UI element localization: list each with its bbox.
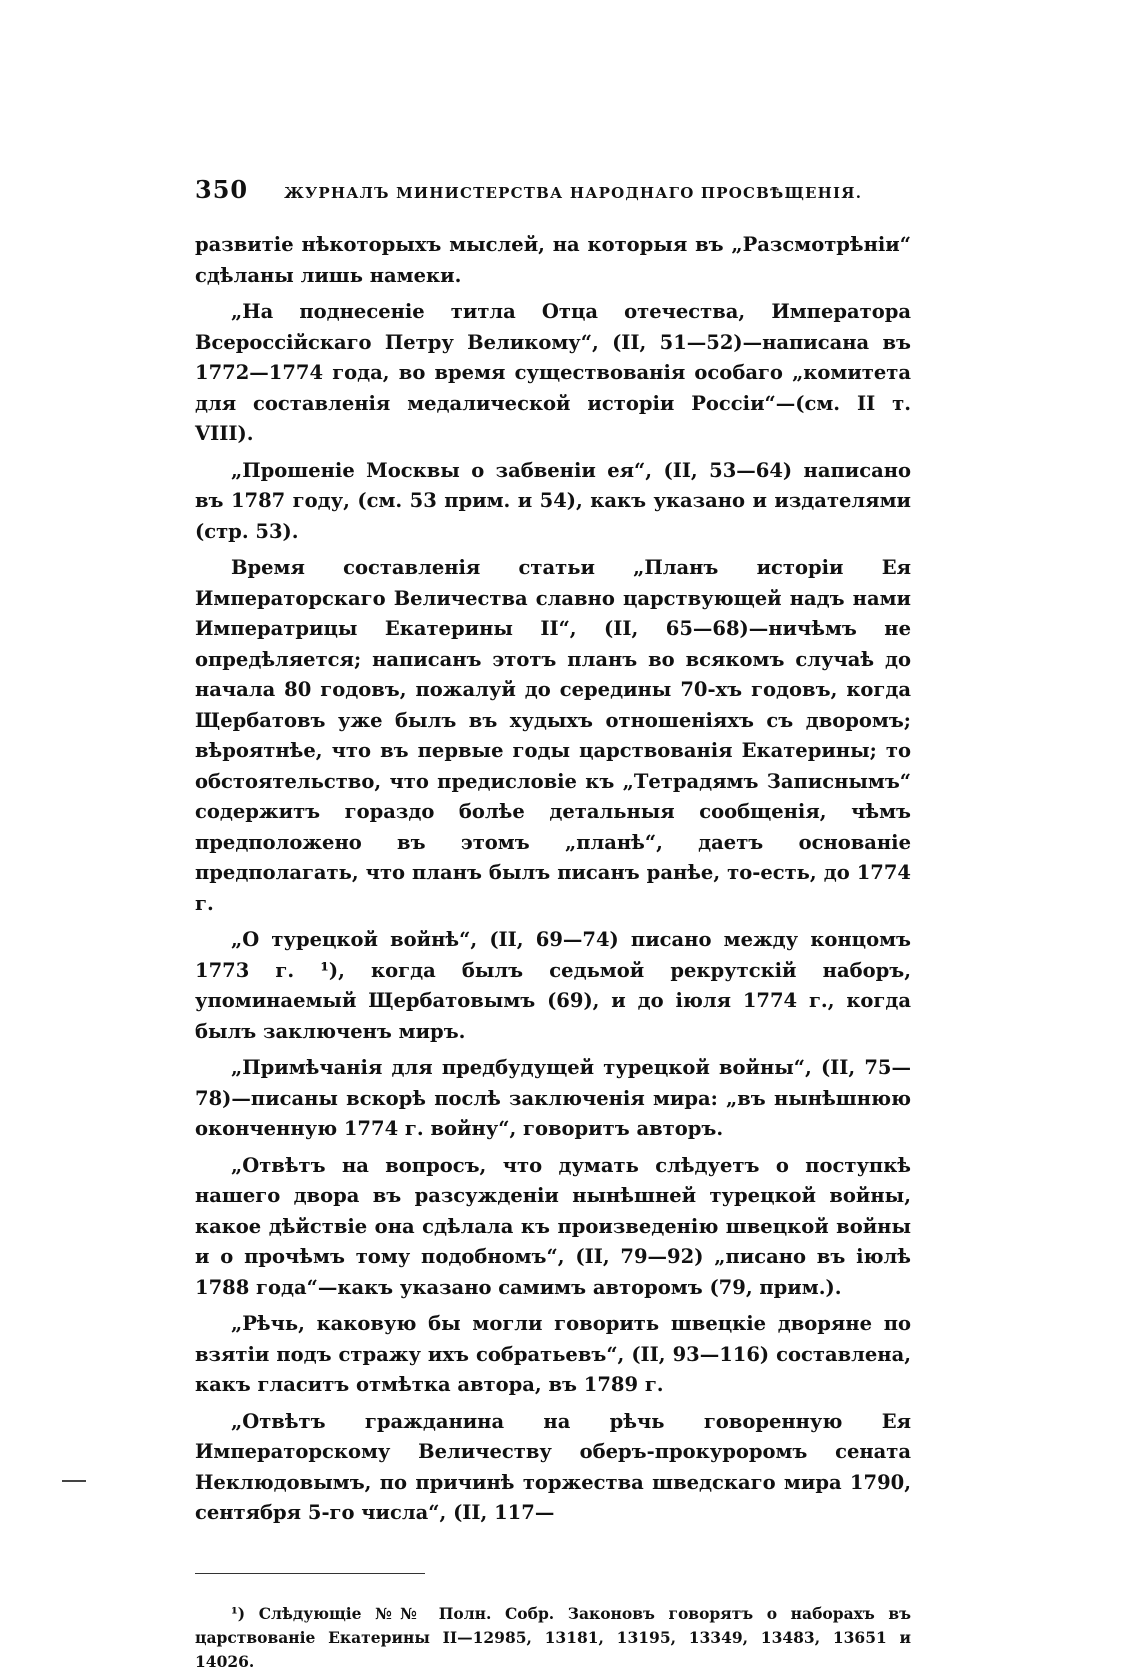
footnote [195, 1602, 911, 1674]
paragraph: „Отвѣтъ гражданина на рѣчь говоренную Ея Императорскому Величеству оберъ-прокуроромъ сената Неклюдовымъ, по причинѣ торжества шведскаго мира 1790, сентября 5-го числа“, (II, 117— [195, 1409, 911, 1524]
footnote-text: ¹) Слѣдующіе №№ Полн. Собр. Законовъ говорятъ о наборахъ въ царствованіе Екатерины II—12985, 13181, 13195, 13349, 13483, 13651 и 14026. [195, 1603, 911, 1671]
paragraph: „Примѣчанія для предбудущей турецкой войны“, (II, 75—78)—писаны вскорѣ послѣ заключенія мира: „въ нынѣшнюю оконченную 1774 г. войну“, говоритъ авторъ. [195, 1056, 911, 1140]
paragraph: развитіе нѣкоторыхъ мыслей, на которыя въ „Разсмотрѣніи“ сдѣланы лишь намеки. [195, 233, 911, 287]
page [195, 175, 911, 1674]
margin-mark [62, 1480, 86, 1482]
footnote-divider [195, 1573, 425, 1574]
body-text [195, 230, 911, 1529]
paragraph: „На поднесеніе титла Отца отечества, Императора Всероссійскаго Петру Великому“, (II, 51—52)—написана въ 1772—1774 года, во время существованія особаго „комитета для составленія медалической исторіи Россіи“—(см. II т. VIII). [195, 300, 911, 445]
paragraph: „О турецкой войнѣ“, (II, 69—74) писано между концомъ 1773 г. ¹), когда былъ седьмой рекрутскій наборъ, упоминаемый Щербатовымъ (69), и до іюля 1774 г., когда былъ заключенъ миръ. [195, 928, 911, 1043]
paragraph: „Прошеніе Москвы о забвеніи ея“, (II, 53—64) написано въ 1787 году, (см. 53 прим. и 54), какъ указано и издателями (стр. 53). [195, 458, 911, 543]
paragraph: „Рѣчь, каковую бы могли говорить швецкіе дворяне по взятіи подъ стражу ихъ собратьевъ“, (II, 93—116) составлена, какъ гласитъ отмѣтка автора, въ 1789 г. [195, 1312, 911, 1396]
running-title: ЖУРНАЛЪ МИНИСТЕРСТВА НАРОДНАГО ПРОСВѢЩЕНІЯ. [284, 184, 863, 202]
page-header [195, 175, 911, 204]
paragraph: Время составленія статьи „Планъ исторіи Ея Императорскаго Величества славно царствующей надъ нами Императрицы Екатерины II“, (II, 65—68)—ничѣмъ не опредѣляется; написанъ этотъ планъ во всякомъ случаѣ до начала 80 годовъ, пожалуй до середины 70-хъ годовъ, когда Щербатовъ уже былъ въ худыхъ отношеніяхъ съ дворомъ; вѣроятнѣе, что въ первые годы царствованія Екатерины; то обстоятельство, что предисловіе къ „Тетрадямъ Записнымъ“ содержитъ гораздо болѣе детальныя сообщенія, чѣмъ предположено въ этомъ „планѣ“, даетъ основаніе предполагать, что планъ былъ писанъ ранѣе, то-есть, до 1774 г. [195, 556, 911, 915]
paragraph: „Отвѣтъ на вопросъ, что думать слѣдуетъ о поступкѣ нашего двора въ разсужденіи нынѣшней турецкой войны, какое дѣйствіе она сдѣлала къ произведенію швецкой войны и о прочѣмъ тому подобномъ“, (II, 79—92) „писано въ іюлѣ 1788 года“—какъ указано самимъ авторомъ (79, прим.). [195, 1153, 911, 1299]
page-number: 350 [195, 175, 249, 204]
